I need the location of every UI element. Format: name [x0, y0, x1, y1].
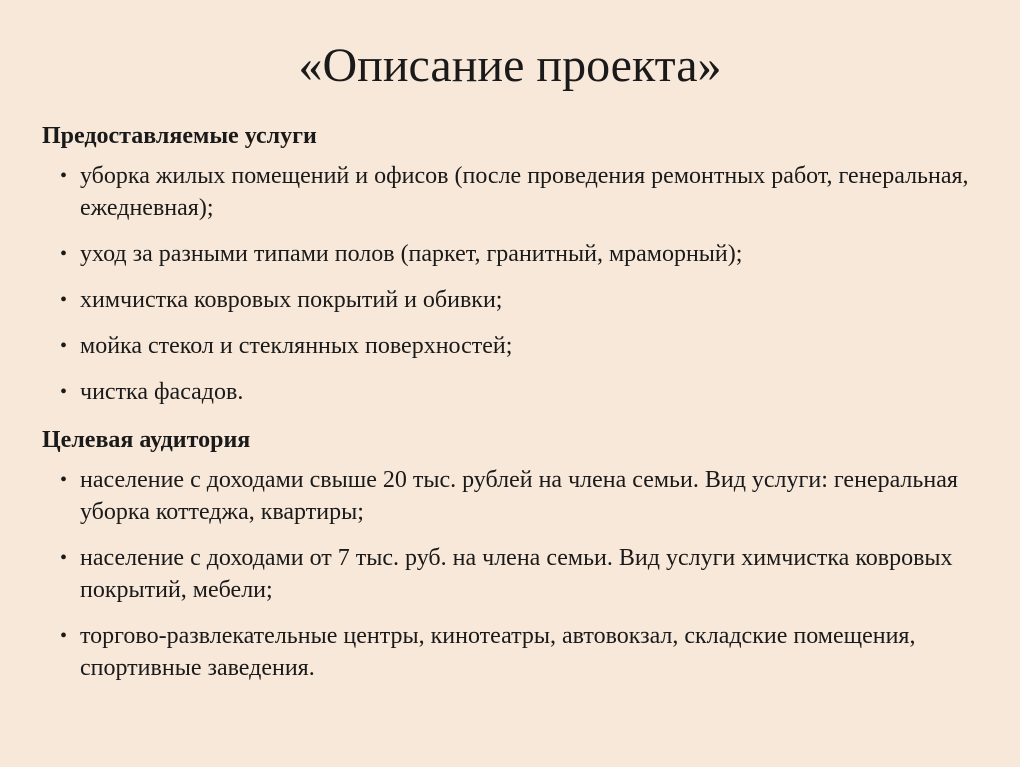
list-item-text: уход за разными типами полов (паркет, гранитный, мраморный); [80, 241, 743, 267]
section-heading-services: Предоставляемые услуги [42, 123, 317, 149]
slide-content [42, 118, 1002, 698]
list-item [42, 376, 1002, 408]
list-item-text: чистка фасадов. [80, 379, 244, 405]
list-item-text: население с доходами от 7 тыс. руб. на члена семьи. Вид услуги химчистка ковровых покрытий, мебели; [80, 545, 953, 603]
list-item-text: торгово-развлекательные центры, кинотеатры, автовокзал, складские помещения, спортивные заведения. [80, 623, 916, 681]
section-heading-audience: Целевая аудитория [42, 427, 251, 453]
list-item [42, 238, 1002, 270]
bullet-icon: • [60, 469, 68, 491]
list-item [42, 284, 1002, 316]
audience-list [42, 464, 1002, 684]
bullet-icon: • [60, 547, 68, 569]
bullet-icon: • [60, 335, 68, 357]
list-item [42, 330, 1002, 362]
list-item [42, 620, 1002, 684]
list-item-text: химчистка ковровых покрытий и обивки; [80, 287, 503, 313]
list-item [42, 160, 1002, 224]
list-item-text: мойка стекол и стеклянных поверхностей; [80, 333, 513, 359]
services-list [42, 160, 1002, 408]
list-item [42, 464, 1002, 528]
bullet-icon: • [60, 165, 68, 187]
bullet-icon: • [60, 243, 68, 265]
bullet-icon: • [60, 381, 68, 403]
list-item-text: население с доходами свыше 20 тыс. рублей на члена семьи. Вид услуги: генеральная уборка коттеджа, квартиры; [80, 467, 958, 525]
slide-title: «Описание проекта» [298, 39, 722, 92]
bullet-icon: • [60, 625, 68, 647]
list-item [42, 542, 1002, 606]
list-item-text: уборка жилых помещений и офисов (после проведения ремонтных работ, генеральная, ежедневная); [80, 163, 969, 221]
bullet-icon: • [60, 289, 68, 311]
